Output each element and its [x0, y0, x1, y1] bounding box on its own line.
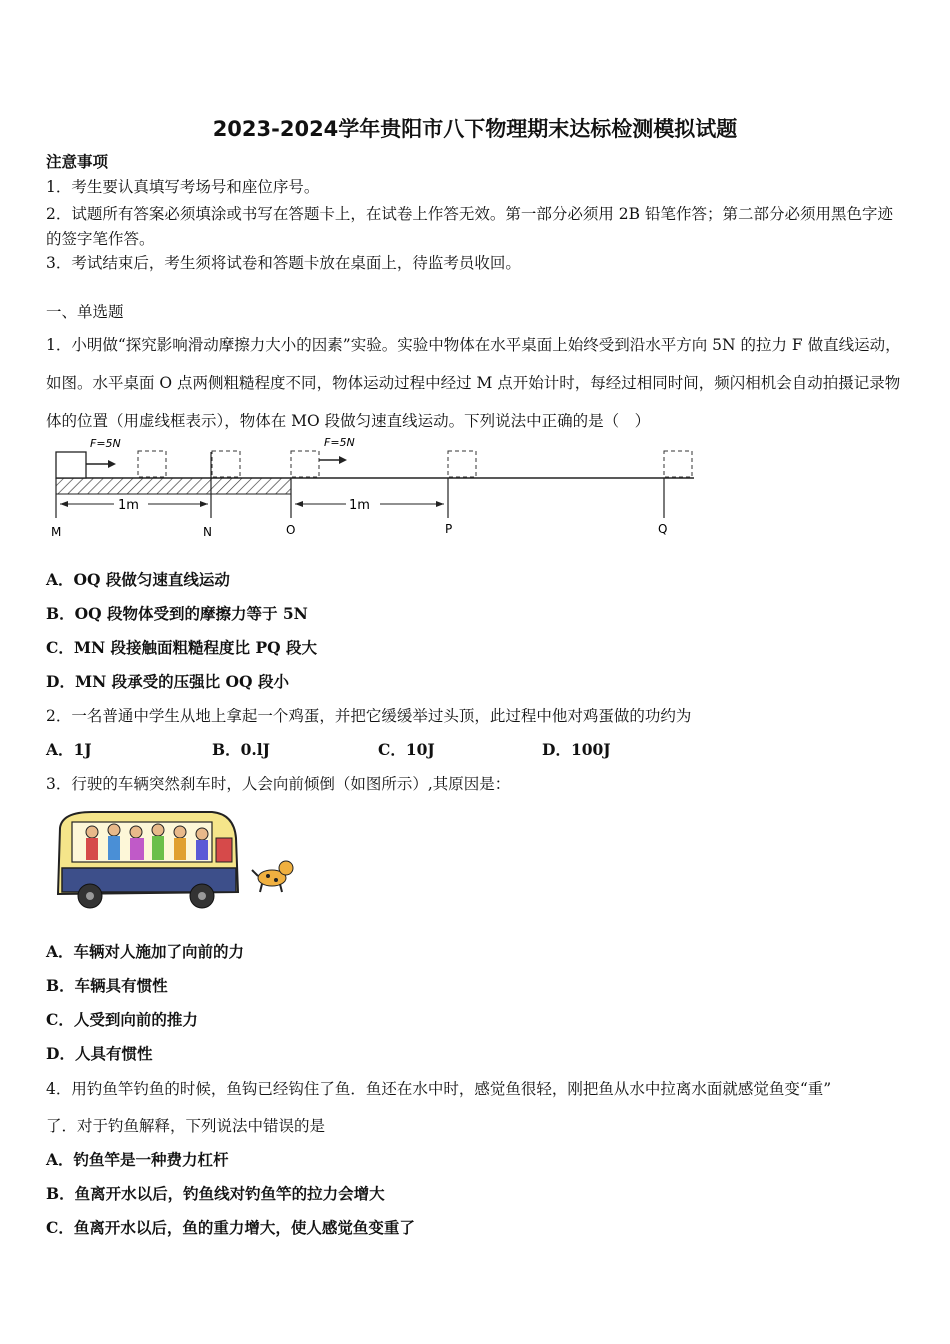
point-label-o: O — [286, 523, 296, 537]
option: A．钓鱼竿是一种费力杠杆 — [46, 1150, 229, 1169]
force-label: F=5N — [90, 437, 121, 450]
distance-label: 1m — [118, 498, 139, 513]
option: B．0.lJ — [212, 740, 271, 759]
notice-item: 2．试题所有答案必须填涂或书写在答题卡上，在试卷上作答无效。第一部分必须用 2B 铅笔作答；第二部分必须用黑色字迹的签字笔作答。 — [46, 205, 893, 248]
option: C．10J — [378, 740, 435, 759]
block — [56, 452, 86, 478]
option: D．100J — [542, 740, 611, 759]
option: C．人受到向前的推力 — [46, 1010, 198, 1029]
dashed-frame — [138, 451, 166, 477]
notice-item: 1．考生要认真填写考场号和座位序号。 — [46, 178, 320, 196]
question-1-stem: 1．小明做“探究影响滑动摩擦力大小的因素”实验。实验中物体在水平桌面上始终受到沿水平方向 5N 的拉力 F 做直线运动，如图。水平桌面 O 点两侧粗糙程度不同，物体运动过程中经过 M 点开始计时，每经过相同时间，频闪相机会自动拍摄记录物体的位置（用虚线框表示），物体在 MO 段做匀速直线运动。下列说法中正确的是（ ） — [46, 336, 901, 430]
dashed-frame — [664, 451, 692, 477]
rough-surface — [56, 478, 291, 494]
option: A．1J — [46, 740, 92, 759]
point-label-m: M — [51, 525, 62, 539]
page-title: 2023-2024学年贵阳市八下物理期末达标检测模拟试题 — [212, 117, 738, 141]
dashed-frame — [291, 451, 319, 477]
notice-heading: 注意事项 — [46, 152, 109, 171]
option: C．鱼离开水以后，鱼的重力增大，使人感觉鱼变重了 — [46, 1218, 415, 1237]
dog-illustration — [250, 856, 296, 896]
section-heading: 一、单选题 — [46, 303, 124, 321]
force-label: F=5N — [324, 436, 355, 449]
point-label-p: P — [445, 522, 453, 536]
option: B．鱼离开水以后，钓鱼线对钓鱼竿的拉力会增大 — [46, 1184, 385, 1203]
bus-illustration — [52, 808, 242, 910]
option: A．车辆对人施加了向前的力 — [46, 942, 245, 961]
question-3-stem: 3．行驶的车辆突然刹车时，人会向前倾倒（如图所示）,其原因是： — [46, 775, 511, 793]
point-label-n: N — [203, 525, 212, 539]
dashed-frame — [212, 451, 240, 477]
question-2-stem: 2．一名普通中学生从地上拿起一个鸡蛋，并把它缓缓举过头顶，此过程中他对鸡蛋做的功约为 — [46, 707, 692, 725]
friction-diagram — [46, 436, 706, 542]
question-4-stem: 了．对于钓鱼解释，下列说法中错误的是 — [46, 1117, 326, 1135]
option: A．OQ 段做匀速直线运动 — [46, 570, 230, 589]
distance-label: 1m — [349, 498, 370, 513]
notice-item: 3．考试结束后，考生须将试卷和答题卡放在桌面上，待监考员收回。 — [46, 254, 521, 272]
option: C．MN 段接触面粗糙程度比 PQ 段大 — [46, 638, 318, 657]
option: B．车辆具有惯性 — [46, 976, 168, 995]
point-label-q: Q — [658, 522, 668, 536]
question-4-stem: 4．用钓鱼竿钓鱼的时候，鱼钩已经钩住了鱼．鱼还在水中时，感觉鱼很轻，刚把鱼从水中拉离水面就感觉鱼变“重” — [46, 1080, 832, 1098]
option: B．OQ 段物体受到的摩擦力等于 5N — [46, 604, 308, 623]
option: D．人具有惯性 — [46, 1044, 153, 1063]
dashed-frame — [448, 451, 476, 477]
option: D．MN 段承受的压强比 OQ 段小 — [46, 672, 289, 691]
